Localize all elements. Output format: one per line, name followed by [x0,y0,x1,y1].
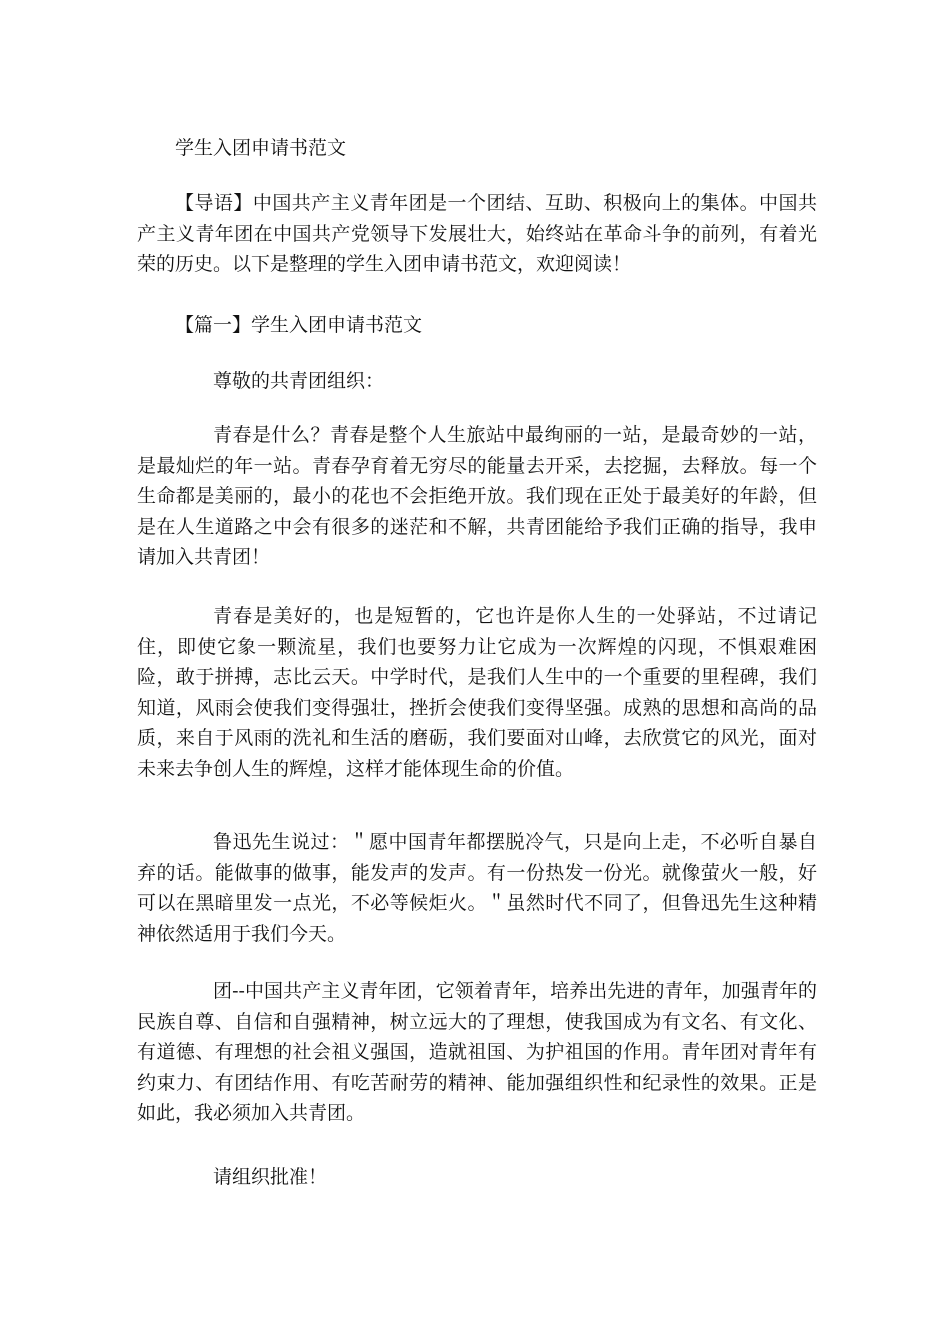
body-paragraph-2: 青春是美好的，也是短暂的，它也许是你人生的一处驿站，不过请记住，即使它象一颗流星，我们也要努力让它成为一次辉煌的闪现，不惧艰难困险，敢于拼搏，志比云天。中学时代，是我们人生中的一个重要的里程碑，我们知道，风雨会使我们变得强壮，挫折会使我们变得坚强。成熟的思想和高尚的品质，来自于风雨的洗礼和生活的磨砺，我们要面对山峰，去欣赏它的风光，面对未来去争创人生的辉煌，这样才能体现生命的价值。 [137,605,817,780]
salutation: 尊敬的共青团组织： [213,370,385,392]
body-paragraph-1: 青春是什么？青春是整个人生旅站中最绚丽的一站，是最奇妙的一站，是最灿烂的年一站。青春孕育着无穷尽的能量去开采，去挖掘，去释放。每一个生命都是美丽的，最小的花也不会拒绝开放。我们现在正处于最美好的年龄，但是在人生道路之中会有很多的迷茫和不解，共青团能给予我们正确的指导，我申请加入共青团！ [137,424,817,569]
body-paragraph-3: 鲁迅先生说过：＂愿中国青年都摆脱冷气，只是向上走，不必听自暴自弃的话。能做事的做事，能发声的发声。有一份热发一份光。就像萤火一般，好可以在黑暗里发一点光，不必等候炬火。＂虽然时代不同了，但鲁迅先生这种精神依然适用于我们今天。 [137,831,817,945]
section-heading: 【篇一】学生入团申请书范文 [175,314,423,336]
intro-paragraph: 【导语】中国共产主义青年团是一个团结、互助、积极向上的集体。中国共产主义青年团在中国共产党领导下发展壮大，始终站在革命斗争的前列，有着光荣的历史。以下是整理的学生入团申请书范文，欢迎阅读！ [137,192,817,276]
closing-line: 请组织批准！ [213,1166,328,1188]
document-title: 学生入团申请书范文 [175,137,347,159]
body-paragraph-4: 团--中国共产主义青年团，它领着青年，培养出先进的青年，加强青年的民族自尊、自信和自强精神，树立远大的了理想，使我国成为有文名、有文化、有道德、有理想的社会祖义强国，造就祖国、为护祖国的作用。青年团对青年有约束力、有团结作用、有吃苦耐劳的精神、能加强组织性和纪录性的效果。正是如此，我必须加入共青团。 [137,980,817,1125]
